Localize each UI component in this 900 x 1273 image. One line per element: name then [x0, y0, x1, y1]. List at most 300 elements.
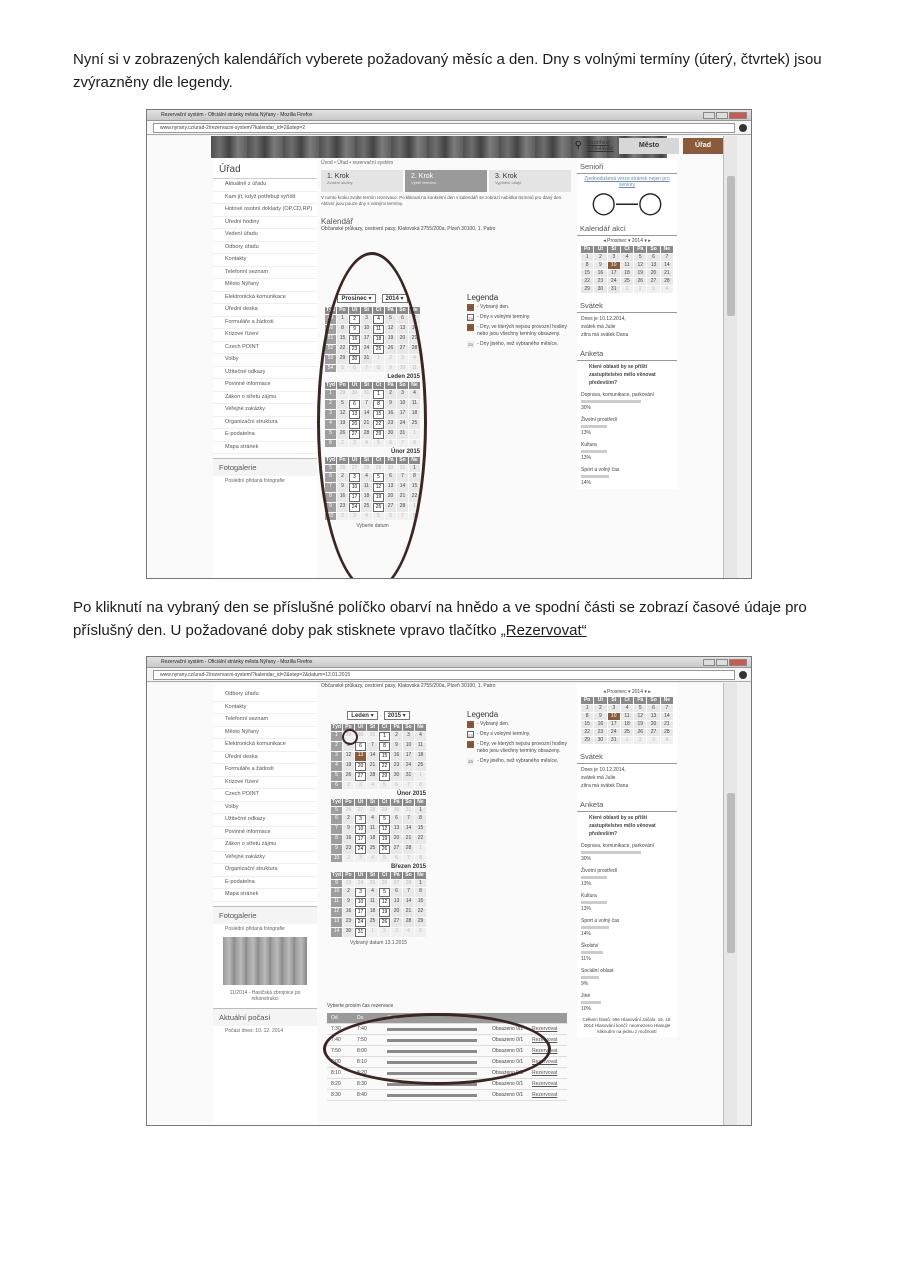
calendar-day[interactable]: 4 [361, 473, 372, 482]
calendar-day[interactable]: 2 [391, 732, 402, 741]
calendar-day[interactable]: 18 [409, 410, 420, 419]
scrollbar[interactable] [723, 683, 737, 1125]
maximize-icon[interactable] [716, 112, 728, 119]
calendar-day[interactable]: 30 [385, 465, 396, 472]
close-icon[interactable] [729, 112, 747, 119]
calendar-day[interactable]: 27 [391, 918, 402, 927]
calendar-day[interactable]: 22 [409, 493, 420, 502]
calendar-day[interactable]: 31 [397, 430, 408, 439]
calendar-day[interactable]: 3 [391, 928, 402, 937]
calendar-day[interactable]: 27 [647, 278, 659, 285]
calendar-day[interactable]: 7 [367, 742, 378, 751]
calendar-day[interactable]: 29 [343, 732, 354, 741]
calendar-day[interactable]: 1 [415, 880, 426, 887]
calendar-day[interactable]: 23 [343, 918, 354, 927]
calendar-day[interactable]: 13 [349, 410, 360, 419]
calendar-day[interactable]: 30 [349, 390, 360, 399]
events-month-nav[interactable]: ◂ Prosinec ▾ 2014 ▾ ▸ [603, 238, 651, 244]
calendar-day[interactable]: 17 [403, 752, 414, 761]
calendar-day[interactable]: 19 [343, 762, 354, 771]
calendar-day[interactable]: 14 [361, 410, 372, 419]
calendar-day[interactable]: 26 [337, 465, 348, 472]
calendar-day[interactable]: 29 [373, 465, 384, 472]
sidebar-item[interactable]: Telefonní seznam [213, 267, 317, 280]
poll-option[interactable] [577, 464, 677, 489]
calendar-day[interactable]: 3 [349, 473, 360, 482]
sidebar-item[interactable]: Czech POINT [213, 342, 317, 355]
calendar-day[interactable]: 29 [379, 772, 390, 781]
calendar-day[interactable]: 26 [634, 729, 646, 736]
sidebar-item[interactable]: Mapa stránek [213, 442, 317, 455]
calendar-day[interactable]: 16 [343, 835, 354, 844]
calendar-day[interactable]: 1 [581, 254, 593, 261]
calendar-day[interactable]: 4 [367, 815, 378, 824]
calendar-day[interactable]: 23 [594, 278, 606, 285]
calendar-day[interactable]: 17 [361, 335, 372, 344]
gallery-photo[interactable] [223, 937, 307, 985]
calendar-day[interactable]: 29 [337, 355, 348, 364]
calendar-day[interactable]: 1 [621, 737, 633, 744]
calendar-day[interactable]: 2 [343, 855, 354, 862]
calendar-day[interactable]: 1 [415, 807, 426, 814]
calendar-day[interactable]: 4 [409, 355, 420, 364]
calendar-day[interactable]: 16 [385, 410, 396, 419]
calendar-day[interactable]: 29 [415, 918, 426, 927]
poll-option[interactable] [577, 840, 677, 865]
calendar-day[interactable]: 31 [367, 732, 378, 741]
calendar-day[interactable]: 17 [397, 410, 408, 419]
calendar-day[interactable]: 31 [361, 390, 372, 399]
calendar-day[interactable]: 23 [594, 729, 606, 736]
calendar-day[interactable]: 1 [581, 705, 593, 712]
calendar-day[interactable]: 9 [337, 483, 348, 492]
calendar-day[interactable]: 15 [373, 410, 384, 419]
calendar-day[interactable]: 12 [634, 713, 646, 720]
calendar-day[interactable]: 27 [391, 880, 402, 887]
calendar-day[interactable]: 3 [397, 355, 408, 364]
calendar-day[interactable]: 10 [355, 825, 366, 834]
calendar-day[interactable]: 3 [403, 732, 414, 741]
calendar-day[interactable]: 2 [337, 473, 348, 482]
calendar-day[interactable]: 4 [367, 782, 378, 789]
calendar-day[interactable]: 5 [379, 782, 390, 789]
calendar-day[interactable]: 8 [415, 888, 426, 897]
sidebar-item[interactable]: Zákon o střetu zájmu [213, 392, 317, 405]
calendar-day[interactable]: 6 [385, 440, 396, 447]
calendar-day[interactable]: 25 [367, 880, 378, 887]
calendar-day[interactable]: 19 [337, 420, 348, 429]
calendar-day[interactable]: 24 [355, 845, 366, 854]
calendar-day[interactable]: 29 [581, 737, 593, 744]
calendar-day[interactable]: 16 [594, 270, 606, 277]
sidebar-item[interactable]: Město Nýřany [213, 727, 317, 740]
calendar-day[interactable]: 22 [415, 908, 426, 917]
calendar-day[interactable]: 30 [343, 928, 354, 937]
calendar-day[interactable]: 29 [379, 807, 390, 814]
calendar-day[interactable]: 9 [594, 713, 606, 720]
calendar-day[interactable]: 26 [343, 772, 354, 781]
calendar-day[interactable]: 1 [373, 355, 384, 364]
calendar-day[interactable]: 11 [409, 365, 420, 372]
sidebar-item[interactable]: Kam jít, když potřebuji vyřídit [213, 192, 317, 205]
sidebar-item[interactable]: Veřejné zakázky [213, 852, 317, 865]
calendar-day[interactable]: 31 [403, 807, 414, 814]
calendar-day[interactable]: 18 [361, 493, 372, 502]
calendar-day[interactable]: 22 [337, 345, 348, 354]
calendar-day[interactable]: 4 [415, 732, 426, 741]
calendar-day[interactable]: 5 [337, 400, 348, 409]
calendar-day[interactable]: 24 [397, 420, 408, 429]
calendar-january[interactable] [325, 382, 420, 447]
calendar-day[interactable]: 28 [403, 918, 414, 927]
calendar-day[interactable]: 5 [385, 315, 396, 324]
calendar-day[interactable]: 20 [385, 493, 396, 502]
calendar-day[interactable]: 8 [415, 855, 426, 862]
calendar-day[interactable]: 7 [361, 400, 372, 409]
sidebar-item[interactable]: Veřejné zakázky [213, 404, 317, 417]
calendar-day[interactable]: 13 [385, 483, 396, 492]
calendar-day[interactable]: 16 [337, 493, 348, 502]
poll-option[interactable] [577, 865, 677, 890]
calendar-day[interactable]: 27 [355, 807, 366, 814]
calendar-day[interactable]: 22 [581, 278, 593, 285]
calendar-day[interactable]: 11 [409, 400, 420, 409]
calendar-day[interactable]: 27 [355, 772, 366, 781]
calendar-day[interactable]: 3 [647, 737, 659, 744]
calendar-day[interactable]: 20 [355, 762, 366, 771]
calendar-day[interactable]: 6 [391, 782, 402, 789]
calendar-day[interactable]: 12 [379, 898, 390, 907]
calendar-day[interactable]: 3 [647, 286, 659, 293]
calendar-day[interactable]: 13 [355, 752, 366, 761]
calendar-day[interactable]: 6 [355, 742, 366, 751]
minimize-icon[interactable] [703, 659, 715, 666]
sidebar-item[interactable]: E-podatelna [213, 429, 317, 442]
calendar-day[interactable]: 15 [337, 335, 348, 344]
sidebar-item[interactable]: Volby [213, 354, 317, 367]
calendar-day[interactable]: 19 [634, 270, 646, 277]
calendar-day[interactable]: 3 [608, 705, 620, 712]
sidebar-item[interactable]: Úřední deska [213, 304, 317, 317]
calendar-day[interactable]: 10 [397, 400, 408, 409]
calendar-day[interactable]: 3 [355, 888, 366, 897]
calendar-day[interactable]: 27 [349, 465, 360, 472]
calendar-day[interactable]: 3 [361, 315, 372, 324]
poll-option[interactable] [577, 439, 677, 464]
calendar-day[interactable]: 8 [337, 325, 348, 334]
calendar-day[interactable]: 24 [403, 762, 414, 771]
calendar-day[interactable]: 10 [355, 898, 366, 907]
calendar-day[interactable]: 20 [391, 908, 402, 917]
rezervovat-button[interactable]: Rezervovat [532, 1048, 558, 1054]
calendar-day[interactable]: 27 [647, 729, 659, 736]
calendar-day[interactable]: 5 [337, 365, 348, 372]
calendar-day[interactable]: 10 [397, 365, 408, 372]
calendar-day[interactable]: 15 [409, 483, 420, 492]
calendar-day[interactable]: 30 [355, 732, 366, 741]
calendar-day[interactable]: 1 [409, 430, 420, 439]
firefox-menu-icon[interactable] [739, 671, 747, 679]
calendar-day[interactable]: 2 [634, 737, 646, 744]
calendar-day[interactable]: 30 [594, 737, 606, 744]
calendar-day[interactable]: 28 [361, 430, 372, 439]
calendar-day[interactable]: 29 [581, 286, 593, 293]
firefox-menu-icon[interactable] [739, 124, 747, 132]
calendar-day[interactable]: 21 [361, 420, 372, 429]
calendar-day[interactable]: 17 [608, 270, 620, 277]
calendar-day[interactable]: 1 [409, 503, 420, 512]
calendar-day[interactable]: 2 [385, 355, 396, 364]
calendar-day[interactable]: 2 [343, 815, 354, 824]
calendar-day[interactable]: 7 [403, 815, 414, 824]
sidebar-item[interactable]: Elektronická komunikace [213, 292, 317, 305]
calendar-day[interactable]: 16 [594, 721, 606, 728]
calendar-day[interactable]: 11 [361, 483, 372, 492]
calendar-day[interactable]: 1 [337, 315, 348, 324]
calendar-day[interactable]: 20 [397, 335, 408, 344]
calendar-day[interactable]: 2 [343, 888, 354, 897]
calendar-day[interactable]: 17 [349, 493, 360, 502]
calendar-day[interactable]: 30 [349, 355, 360, 364]
calendar-day[interactable]: 14 [397, 483, 408, 492]
calendar-day[interactable]: 6 [647, 254, 659, 261]
search-icon[interactable]: ⚲ [574, 140, 582, 151]
year-select[interactable]: 2015 ▾ [384, 711, 410, 720]
calendar-day[interactable]: 14 [661, 713, 673, 720]
calendar-day[interactable]: 4 [403, 928, 414, 937]
seniors-link[interactable]: Zjednodušená verze stránek nejen pro seniory [584, 176, 670, 188]
calendar-day[interactable]: 18 [367, 835, 378, 844]
calendar-day[interactable]: 13 [647, 713, 659, 720]
calendar-day[interactable]: 17 [355, 908, 366, 917]
calendar-day[interactable]: 8 [379, 742, 390, 751]
calendar-day[interactable]: 12 [385, 325, 396, 334]
sidebar-item[interactable]: Organizační struktura [213, 864, 317, 877]
calendar-day[interactable]: 1 [621, 286, 633, 293]
sidebar-item[interactable]: Město Nýřany [213, 279, 317, 292]
calendar-day[interactable]: 14 [403, 898, 414, 907]
calendar-day[interactable]: 2 [594, 705, 606, 712]
calendar-day[interactable]: 10 [361, 325, 372, 334]
calendar-day[interactable]: 24 [361, 345, 372, 354]
calendar-day[interactable]: 29 [337, 390, 348, 399]
calendar-day[interactable]: 18 [373, 335, 384, 344]
calendar-day[interactable]: 14 [403, 825, 414, 834]
calendar-day[interactable]: 8 [373, 365, 384, 372]
calendar-day[interactable]: 20 [391, 835, 402, 844]
calendar-day[interactable]: 8 [581, 262, 593, 269]
calendar-day[interactable]: 9 [343, 825, 354, 834]
calendar-day[interactable]: 10 [349, 483, 360, 492]
calendar-day[interactable]: 7 [661, 705, 673, 712]
calendar-day[interactable]: 13 [391, 898, 402, 907]
calendar-day[interactable]: 8 [409, 513, 420, 520]
calendar-day[interactable]: 25 [621, 729, 633, 736]
calendar-day[interactable]: 2 [594, 254, 606, 261]
calendar-day[interactable]: 5 [379, 888, 390, 897]
calendar-day[interactable]: 6 [349, 365, 360, 372]
calendar-day[interactable]: 2 [337, 513, 348, 520]
calendar-day[interactable]: 11 [373, 325, 384, 334]
calendar-day[interactable]: 13 [397, 325, 408, 334]
sidebar-item[interactable]: Odbory úřadu [213, 689, 317, 702]
calendar-day[interactable]: 6 [647, 705, 659, 712]
calendar-day[interactable]: 19 [385, 335, 396, 344]
advanced-search-link[interactable]: Rozšířené vyhledávání [587, 140, 614, 152]
calendar-day[interactable]: 19 [634, 721, 646, 728]
calendar-day[interactable]: 22 [415, 835, 426, 844]
calendar-day[interactable]: 31 [355, 928, 366, 937]
calendar-day[interactable]: 3 [349, 513, 360, 520]
calendar-day[interactable]: 12 [337, 410, 348, 419]
calendar-day[interactable]: 14 [367, 752, 378, 761]
calendar-day[interactable]: 25 [415, 762, 426, 771]
calendar-day[interactable]: 26 [373, 503, 384, 512]
calendar-day[interactable]: 27 [349, 430, 360, 439]
sidebar-item[interactable]: E-podatelna [213, 877, 317, 890]
calendar-day[interactable]: 14 [409, 325, 420, 334]
calendar-day[interactable]: 18 [621, 721, 633, 728]
calendar-december[interactable] [325, 307, 420, 372]
calendar-day[interactable]: 5 [343, 742, 354, 751]
calendar-day[interactable]: 7 [661, 254, 673, 261]
calendar-day[interactable]: 3 [608, 254, 620, 261]
calendar-day[interactable]: 8 [409, 473, 420, 482]
calendar-day[interactable]: 7 [397, 513, 408, 520]
sidebar-item[interactable]: Krizové řízení [213, 777, 317, 790]
calendar-day[interactable]: 8 [415, 815, 426, 824]
calendar-day[interactable]: 4 [621, 705, 633, 712]
calendar-day[interactable]: 21 [409, 335, 420, 344]
calendar-day[interactable]: 12 [379, 825, 390, 834]
calendar-day[interactable]: 5 [415, 928, 426, 937]
calendar-day[interactable]: 22 [379, 762, 390, 771]
calendar-day[interactable]: 27 [391, 845, 402, 854]
calendar-day[interactable]: 15 [415, 898, 426, 907]
calendar-day[interactable]: 9 [594, 262, 606, 269]
rezervovat-button[interactable]: Rezervovat [532, 1081, 558, 1087]
calendar-day[interactable]: 18 [367, 908, 378, 917]
calendar-day[interactable]: 23 [385, 420, 396, 429]
calendar-day[interactable]: 7 [403, 888, 414, 897]
calendar-day[interactable]: 6 [385, 473, 396, 482]
calendar-day[interactable]: 6 [397, 315, 408, 324]
calendar-day[interactable]: 9 [349, 325, 360, 334]
calendar-january[interactable] [331, 724, 426, 789]
sidebar-item[interactable]: Odbory úřadu [213, 242, 317, 255]
poll-option[interactable] [577, 389, 677, 414]
calendar-day[interactable]: 25 [361, 503, 372, 512]
calendar-day[interactable]: 18 [621, 270, 633, 277]
calendar-day[interactable]: 4 [621, 254, 633, 261]
calendar-day[interactable]: 4 [367, 888, 378, 897]
calendar-day[interactable]: 22 [373, 420, 384, 429]
calendar-day[interactable]: 1 [367, 928, 378, 937]
calendar-day[interactable]: 14 [661, 262, 673, 269]
calendar-day[interactable]: 27 [397, 345, 408, 354]
calendar-day[interactable]: 27 [385, 503, 396, 512]
calendar-day[interactable]: 21 [397, 493, 408, 502]
calendar-day[interactable]: 31 [608, 737, 620, 744]
calendar-day[interactable]: 11 [367, 825, 378, 834]
calendar-day[interactable]: 3 [349, 440, 360, 447]
calendar-day[interactable]: 28 [661, 729, 673, 736]
calendar-day[interactable]: 3 [355, 782, 366, 789]
calendar-day[interactable]: 10 [608, 713, 620, 720]
sidebar-item[interactable]: Czech POINT [213, 789, 317, 802]
calendar-day[interactable]: 6 [391, 855, 402, 862]
poll-option[interactable] [577, 414, 677, 439]
sidebar-item[interactable]: Zákon o střetu zájmu [213, 839, 317, 852]
calendar-day[interactable]: 4 [661, 737, 673, 744]
rezervovat-button[interactable]: Rezervovat [532, 1092, 558, 1098]
calendar-day[interactable]: 12 [634, 262, 646, 269]
events-month-nav[interactable]: ◂ Prosinec ▾ 2014 ▾ ▸ [603, 689, 651, 695]
calendar-day[interactable]: 2 [634, 286, 646, 293]
calendar-day[interactable]: 8 [581, 713, 593, 720]
calendar-day[interactable]: 4 [367, 855, 378, 862]
calendar-day[interactable]: 18 [415, 752, 426, 761]
calendar-day[interactable]: 16 [391, 752, 402, 761]
calendar-day[interactable]: 31 [397, 465, 408, 472]
calendar-day[interactable]: 7 [403, 782, 414, 789]
calendar-day[interactable]: 26 [634, 278, 646, 285]
calendar-day[interactable]: 23 [337, 503, 348, 512]
calendar-day[interactable]: 5 [379, 855, 390, 862]
year-select[interactable]: 2014 ▾ [382, 294, 408, 303]
calendar-day[interactable]: 15 [581, 721, 593, 728]
sidebar-item[interactable]: Krizové řízení [213, 329, 317, 342]
calendar-day[interactable]: 8 [373, 400, 384, 409]
calendar-day[interactable]: 11 [621, 713, 633, 720]
calendar-march[interactable] [331, 872, 426, 937]
rezervovat-button[interactable]: Rezervovat [532, 1037, 558, 1043]
sidebar-item[interactable]: Elektronická komunikace [213, 739, 317, 752]
calendar-day[interactable]: 10 [608, 262, 620, 269]
calendar-day[interactable]: 26 [379, 880, 390, 887]
poll-option[interactable] [577, 990, 677, 1015]
calendar-day[interactable]: 26 [379, 918, 390, 927]
calendar-day[interactable]: 26 [379, 845, 390, 854]
calendar-day[interactable]: 5 [634, 705, 646, 712]
calendar-day[interactable]: 4 [373, 315, 384, 324]
sidebar-item[interactable]: Povinné informace [213, 379, 317, 392]
calendar-day[interactable]: 16 [349, 335, 360, 344]
calendar-day[interactable]: 10 [403, 742, 414, 751]
urad-tab[interactable]: Úřad [683, 138, 723, 154]
sidebar-item[interactable]: Vedení úřadu [213, 229, 317, 242]
calendar-day[interactable]: 3 [355, 855, 366, 862]
calendar-day[interactable]: 30 [391, 772, 402, 781]
calendar-day[interactable]: 11 [367, 898, 378, 907]
calendar-day[interactable]: 5 [634, 254, 646, 261]
sidebar-item[interactable]: Kontakty [213, 702, 317, 715]
calendar-day[interactable]: 7 [397, 473, 408, 482]
calendar-day[interactable]: 24 [608, 729, 620, 736]
calendar-day[interactable]: 1 [379, 732, 390, 741]
calendar-day[interactable]: 24 [355, 918, 366, 927]
calendar-day[interactable]: 28 [403, 880, 414, 887]
calendar-day[interactable]: 28 [367, 772, 378, 781]
calendar-day[interactable]: 21 [367, 762, 378, 771]
calendar-day[interactable]: 19 [379, 908, 390, 917]
calendar-day[interactable]: 28 [661, 278, 673, 285]
rezervovat-button[interactable]: Rezervovat [532, 1026, 558, 1032]
calendar-day[interactable]: 25 [367, 845, 378, 854]
calendar-day[interactable]: 29 [373, 430, 384, 439]
sidebar-item[interactable]: Mapa stránek [213, 889, 317, 902]
rezervovat-button[interactable]: Rezervovat [532, 1059, 558, 1065]
